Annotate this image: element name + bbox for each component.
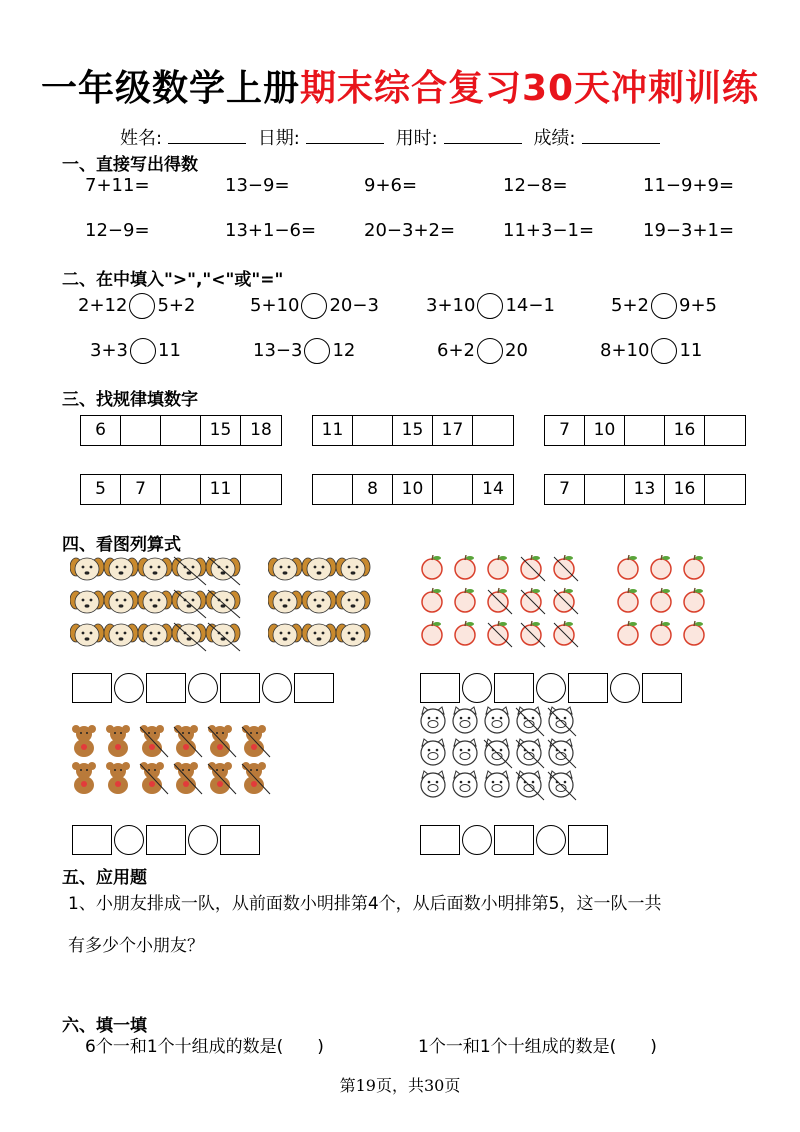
dog-icon: [104, 591, 138, 613]
answer-box[interactable]: [72, 673, 112, 703]
bear-icon: [174, 762, 198, 794]
pattern-cell[interactable]: 6: [81, 416, 121, 445]
pattern-cell[interactable]: [313, 475, 353, 504]
answer-box[interactable]: [420, 825, 460, 855]
dog-icon: [138, 558, 172, 580]
pattern-row: [80, 415, 282, 446]
pattern-cell[interactable]: 11: [201, 475, 241, 504]
calc-item: 19−3+1=: [643, 220, 735, 241]
answer-box[interactable]: [494, 673, 534, 703]
answer-box[interactable]: [72, 825, 112, 855]
pattern-row: [80, 474, 282, 505]
pattern-cell[interactable]: [161, 475, 201, 504]
answer-circle[interactable]: [129, 293, 155, 319]
compare-item: 5+2 9+5: [611, 293, 717, 319]
pattern-cell[interactable]: 15: [393, 416, 433, 445]
pattern-cell[interactable]: [121, 416, 161, 445]
word-problem-line-2: 有多少个小朋友？: [68, 936, 204, 956]
bear-icon: [140, 725, 164, 757]
apple-icon: [455, 588, 475, 612]
compare-item: 5+10 20−3: [250, 293, 379, 319]
apple-icon: [651, 621, 671, 645]
calc-item: 12−9=: [85, 220, 150, 241]
dog-icon: [336, 624, 370, 646]
page-title: [0, 60, 800, 111]
pattern-cell[interactable]: 10: [585, 416, 625, 445]
pattern-row: [312, 474, 514, 505]
fill-item: 1个一和1个十组成的数是( ): [418, 1037, 657, 1057]
answer-circle[interactable]: [651, 293, 677, 319]
equation-answer-row: [72, 825, 260, 855]
dog-icon: [172, 591, 206, 613]
pattern-cell[interactable]: 18: [250, 420, 272, 440]
calc-item: 13+1−6=: [225, 220, 317, 241]
operator-circle[interactable]: [188, 825, 218, 855]
answer-box[interactable]: [146, 673, 186, 703]
apple-icon: [651, 588, 671, 612]
dog-icon: [104, 624, 138, 646]
answer-circle[interactable]: [477, 293, 503, 319]
section-4-heading: 四、看图列算式: [62, 535, 181, 555]
pattern-row: [544, 415, 746, 446]
section-1-heading: 一、直接写出得数: [62, 155, 198, 175]
answer-box[interactable]: [220, 673, 260, 703]
pig-icon: [485, 771, 509, 797]
answer-circle[interactable]: [130, 338, 156, 364]
pattern-cell[interactable]: 16: [665, 475, 705, 504]
dog-icon: [206, 558, 240, 580]
operator-circle[interactable]: [462, 825, 492, 855]
bear-icon: [174, 725, 198, 757]
dog-icon: [172, 624, 206, 646]
apple-icon: [684, 555, 704, 579]
page-number: 第19页，共30页: [339, 1076, 461, 1095]
dog-icon: [302, 624, 336, 646]
section-3-heading: 三、找规律填数字: [62, 390, 198, 410]
section-5-heading: 五、应用题: [62, 868, 147, 888]
bear-icon: [242, 762, 266, 794]
dogs-group: [268, 555, 373, 660]
dog-icon: [206, 624, 240, 646]
answer-circle[interactable]: [651, 338, 677, 364]
pattern-cell[interactable]: [705, 416, 745, 445]
apple-icon: [618, 621, 638, 645]
operator-circle[interactable]: [188, 673, 218, 703]
apple-icon: [455, 621, 475, 645]
operator-circle[interactable]: [114, 673, 144, 703]
apple-icon: [684, 588, 704, 612]
pattern-cell[interactable]: 10: [393, 475, 433, 504]
pig-icon: [421, 771, 445, 797]
pattern-cell[interactable]: 8: [353, 475, 393, 504]
apples-group-crossed: [420, 555, 590, 655]
section-2-heading: 二、在中填入">","<"或"=": [62, 270, 284, 290]
word-problem-line-1: 1、小朋友排成一队，从前面数小明排第4个，从后面数小明排第5，这一队一共: [68, 894, 662, 914]
answer-circle[interactable]: [304, 338, 330, 364]
bear-icon: [208, 725, 232, 757]
calc-item: 20−3+2=: [364, 220, 456, 241]
answer-box[interactable]: [420, 673, 460, 703]
pattern-cell[interactable]: 5: [81, 475, 121, 504]
apple-icon: [618, 588, 638, 612]
bear-icon: [106, 762, 130, 794]
pattern-cell[interactable]: 14: [482, 479, 504, 499]
apple-icon: [422, 621, 442, 645]
answer-box[interactable]: [568, 673, 608, 703]
apple-icon: [455, 555, 475, 579]
equation-answer-row: [420, 673, 682, 703]
calc-item: 11+3−1=: [503, 220, 595, 241]
pattern-cell[interactable]: [625, 416, 665, 445]
pattern-cell[interactable]: 11: [313, 416, 353, 445]
name-label: 姓名:: [120, 128, 163, 149]
compare-item: 3+3 11: [90, 338, 181, 364]
operator-circle[interactable]: [610, 673, 640, 703]
pig-icon: [485, 707, 509, 733]
answer-box[interactable]: [294, 673, 334, 703]
bears-group-crossed: [70, 725, 280, 800]
compare-item: 3+10 14−1: [426, 293, 555, 319]
answer-box[interactable]: [568, 825, 608, 855]
pattern-row: [312, 415, 514, 446]
operator-circle[interactable]: [114, 825, 144, 855]
student-info: [120, 124, 666, 150]
apple-icon: [684, 621, 704, 645]
answer-box[interactable]: [146, 825, 186, 855]
bear-icon: [72, 762, 96, 794]
apple-icon: [422, 588, 442, 612]
name-field[interactable]: [168, 129, 246, 144]
dog-icon: [302, 591, 336, 613]
compare-item: 8+10 11: [600, 338, 702, 364]
bear-icon: [242, 725, 266, 757]
dog-icon: [336, 558, 370, 580]
dog-icon: [104, 558, 138, 580]
score-field[interactable]: [582, 129, 660, 144]
pattern-cell[interactable]: 7: [545, 475, 585, 504]
equation-answer-row: [72, 673, 334, 703]
pattern-cell[interactable]: 13: [625, 475, 665, 504]
pattern-cell[interactable]: 15: [201, 416, 241, 445]
score-label: 成绩:: [533, 128, 576, 149]
pattern-cell[interactable]: [585, 475, 625, 504]
operator-circle[interactable]: [262, 673, 292, 703]
pig-icon: [453, 739, 477, 765]
compare-item: 13−3 12: [253, 338, 355, 364]
time-label: 用时:: [395, 128, 438, 149]
fill-item: 6个一和1个十组成的数是( ): [85, 1037, 324, 1057]
dog-icon: [172, 558, 206, 580]
compare-item: 2+12 5+2: [78, 293, 195, 319]
calc-item: 12−8=: [503, 175, 568, 196]
dog-icon: [138, 591, 172, 613]
dog-icon: [206, 591, 240, 613]
operator-circle[interactable]: [536, 673, 566, 703]
bear-icon: [106, 725, 130, 757]
answer-box[interactable]: [494, 825, 534, 855]
date-field[interactable]: [306, 129, 384, 144]
dog-icon: [268, 591, 302, 613]
dog-icon: [70, 591, 104, 613]
pigs-group-crossed: [418, 706, 583, 806]
pattern-cell[interactable]: [161, 416, 201, 445]
bear-icon: [208, 762, 232, 794]
date-label: 日期:: [257, 128, 300, 149]
dog-icon: [70, 624, 104, 646]
apple-icon: [618, 555, 638, 579]
bear-icon: [72, 725, 96, 757]
answer-circle[interactable]: [301, 293, 327, 319]
pattern-row: [544, 474, 746, 505]
pig-icon: [421, 739, 445, 765]
pattern-cell[interactable]: [433, 475, 473, 504]
dog-icon: [336, 591, 370, 613]
bear-icon: [140, 762, 164, 794]
dog-icon: [268, 624, 302, 646]
compare-item: 6+2 20: [437, 338, 528, 364]
section-6-heading: 六、填一填: [62, 1016, 147, 1036]
pig-icon: [421, 707, 445, 733]
apples-group: [616, 555, 716, 655]
dogs-group-crossed: [70, 555, 245, 660]
apple-icon: [651, 555, 671, 579]
calc-item: 13−9=: [225, 175, 290, 196]
pattern-cell[interactable]: [705, 475, 745, 504]
apple-icon: [488, 555, 508, 579]
calc-item: 7+11=: [85, 175, 150, 196]
pattern-cell[interactable]: 7: [545, 416, 585, 445]
operator-circle[interactable]: [536, 825, 566, 855]
pattern-cell[interactable]: [241, 475, 281, 504]
dog-icon: [268, 558, 302, 580]
dog-icon: [70, 558, 104, 580]
dog-icon: [138, 624, 172, 646]
pig-icon: [453, 707, 477, 733]
title-main: 一年级数学上册: [40, 68, 300, 109]
calc-item: 11−9+9=: [643, 175, 735, 196]
pattern-cell[interactable]: [473, 416, 513, 445]
pattern-cell[interactable]: [353, 416, 393, 445]
pattern-cell[interactable]: 17: [433, 416, 473, 445]
answer-box[interactable]: [220, 825, 260, 855]
pattern-cell[interactable]: 7: [121, 475, 161, 504]
pattern-cell[interactable]: 16: [665, 416, 705, 445]
time-field[interactable]: [444, 129, 522, 144]
apple-icon: [422, 555, 442, 579]
dog-icon: [302, 558, 336, 580]
pig-icon: [453, 771, 477, 797]
equation-answer-row: [420, 825, 608, 855]
answer-circle[interactable]: [477, 338, 503, 364]
answer-box[interactable]: [642, 673, 682, 703]
operator-circle[interactable]: [462, 673, 492, 703]
title-highlight: 期末综合复习30天冲刺训练: [299, 68, 760, 109]
calc-item: 9+6=: [364, 175, 418, 196]
